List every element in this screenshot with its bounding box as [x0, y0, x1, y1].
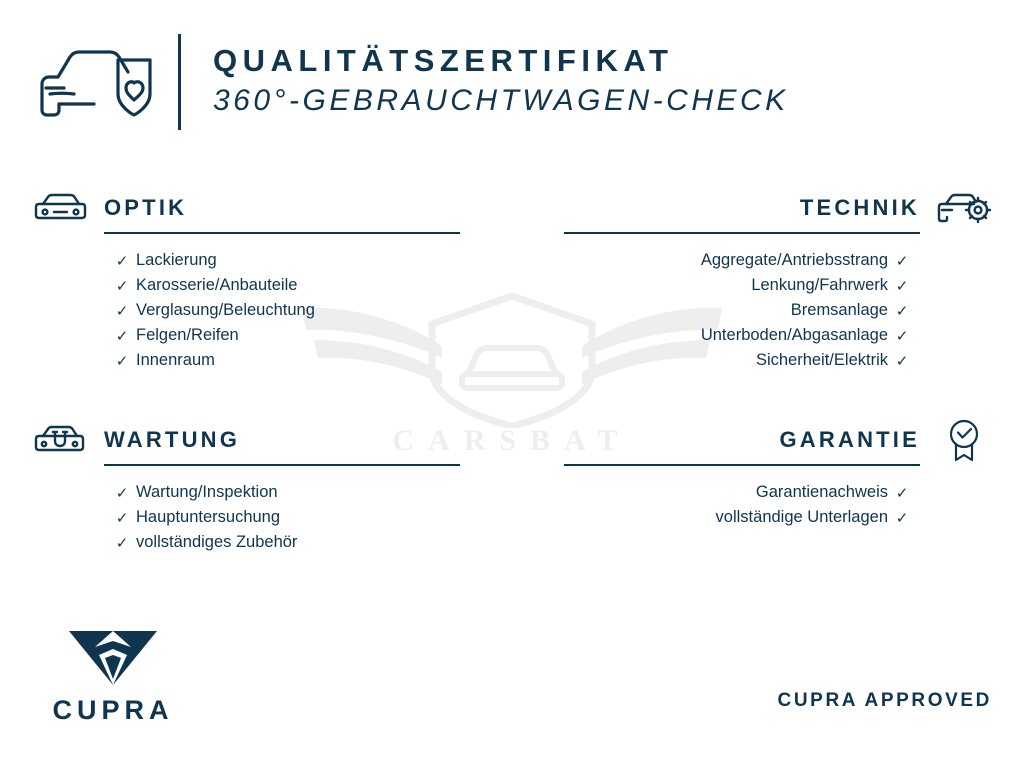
list-item-label: Bremsanlage	[790, 301, 888, 319]
section-optik-items	[108, 248, 460, 373]
check-icon: ✓	[115, 352, 129, 370]
section-technik-title: TECHNIK	[799, 195, 920, 220]
section-technik-header	[564, 188, 994, 228]
section-garantie-title: GARANTIE	[779, 427, 920, 452]
check-icon: ✓	[115, 534, 129, 552]
section-technik-items	[564, 248, 916, 373]
section-wartung-items	[108, 480, 460, 555]
check-icon: ✓	[895, 484, 909, 502]
list-item-label: vollständiges Zubehör	[136, 533, 298, 551]
section-wartung-header	[30, 420, 460, 460]
list-item	[108, 273, 460, 298]
check-icon: ✓	[115, 327, 129, 345]
list-item	[108, 323, 460, 348]
check-icon: ✓	[895, 509, 909, 527]
check-icon: ✓	[895, 327, 909, 345]
brand-logo-block	[38, 627, 188, 726]
list-item-label: Verglasung/Beleuchtung	[136, 301, 315, 319]
watermark-text: CARSBAT	[392, 424, 632, 457]
list-item-label: Sicherheit/Elektrik	[755, 351, 888, 369]
list-item-label: Aggregate/Antriebsstrang	[700, 251, 888, 269]
section-garantie-header	[564, 420, 994, 460]
section-garantie-rule	[564, 464, 920, 466]
section-wartung-title: WARTUNG	[104, 427, 241, 452]
list-item	[564, 505, 916, 530]
header-divider	[178, 34, 181, 130]
section-wartung	[30, 420, 460, 555]
header-titles	[213, 42, 789, 121]
list-item	[108, 480, 460, 505]
approved-label: CUPRA APPROVED	[777, 690, 992, 711]
list-item	[108, 505, 460, 530]
page-title: QUALITÄTSZERTIFIKAT	[213, 43, 674, 79]
list-item	[564, 323, 916, 348]
document-header	[30, 34, 789, 130]
award-seal-icon	[934, 420, 994, 460]
list-item-label: Lackierung	[136, 251, 217, 269]
list-item	[564, 248, 916, 273]
check-icon: ✓	[895, 252, 909, 270]
section-garantie	[564, 420, 994, 530]
car-wrench-icon	[30, 420, 90, 460]
check-icon: ✓	[115, 509, 129, 527]
section-wartung-rule	[104, 464, 460, 466]
check-icon: ✓	[895, 277, 909, 295]
list-item	[108, 348, 460, 373]
check-icon: ✓	[115, 302, 129, 320]
check-icon: ✓	[895, 352, 909, 370]
section-technik-rule	[564, 232, 920, 234]
list-item-label: Innenraum	[136, 351, 215, 369]
check-icon: ✓	[115, 252, 129, 270]
car-front-icon	[30, 188, 90, 228]
check-icon: ✓	[115, 484, 129, 502]
cupra-triangle-logo	[65, 627, 161, 689]
list-item	[108, 530, 460, 555]
brand-wordmark: CUPRA	[52, 695, 174, 725]
section-optik	[30, 188, 460, 373]
section-technik	[564, 188, 994, 373]
section-optik-title: OPTIK	[104, 195, 188, 220]
list-item	[564, 298, 916, 323]
section-optik-rule	[104, 232, 460, 234]
list-item-label: Lenkung/Fahrwerk	[751, 276, 888, 294]
list-item	[564, 348, 916, 373]
section-optik-header	[30, 188, 460, 228]
section-garantie-items	[564, 480, 916, 530]
list-item-label: Karosserie/Anbauteile	[136, 276, 298, 294]
check-icon: ✓	[115, 277, 129, 295]
list-item-label: vollständige Unterlagen	[715, 508, 888, 526]
list-item	[108, 298, 460, 323]
list-item	[108, 248, 460, 273]
car-shield-heart-icon	[30, 34, 156, 130]
list-item-label: Unterboden/Abgasanlage	[700, 326, 888, 344]
list-item	[564, 480, 916, 505]
list-item-label: Felgen/Reifen	[136, 326, 239, 344]
list-item	[564, 273, 916, 298]
list-item-label: Hauptuntersuchung	[136, 508, 281, 526]
page-subtitle: 360°-GEBRAUCHTWAGEN-CHECK	[213, 84, 789, 118]
list-item-label: Wartung/Inspektion	[136, 483, 278, 501]
car-gear-icon	[934, 188, 994, 228]
check-icon: ✓	[895, 302, 909, 320]
list-item-label: Garantienachweis	[755, 483, 888, 501]
